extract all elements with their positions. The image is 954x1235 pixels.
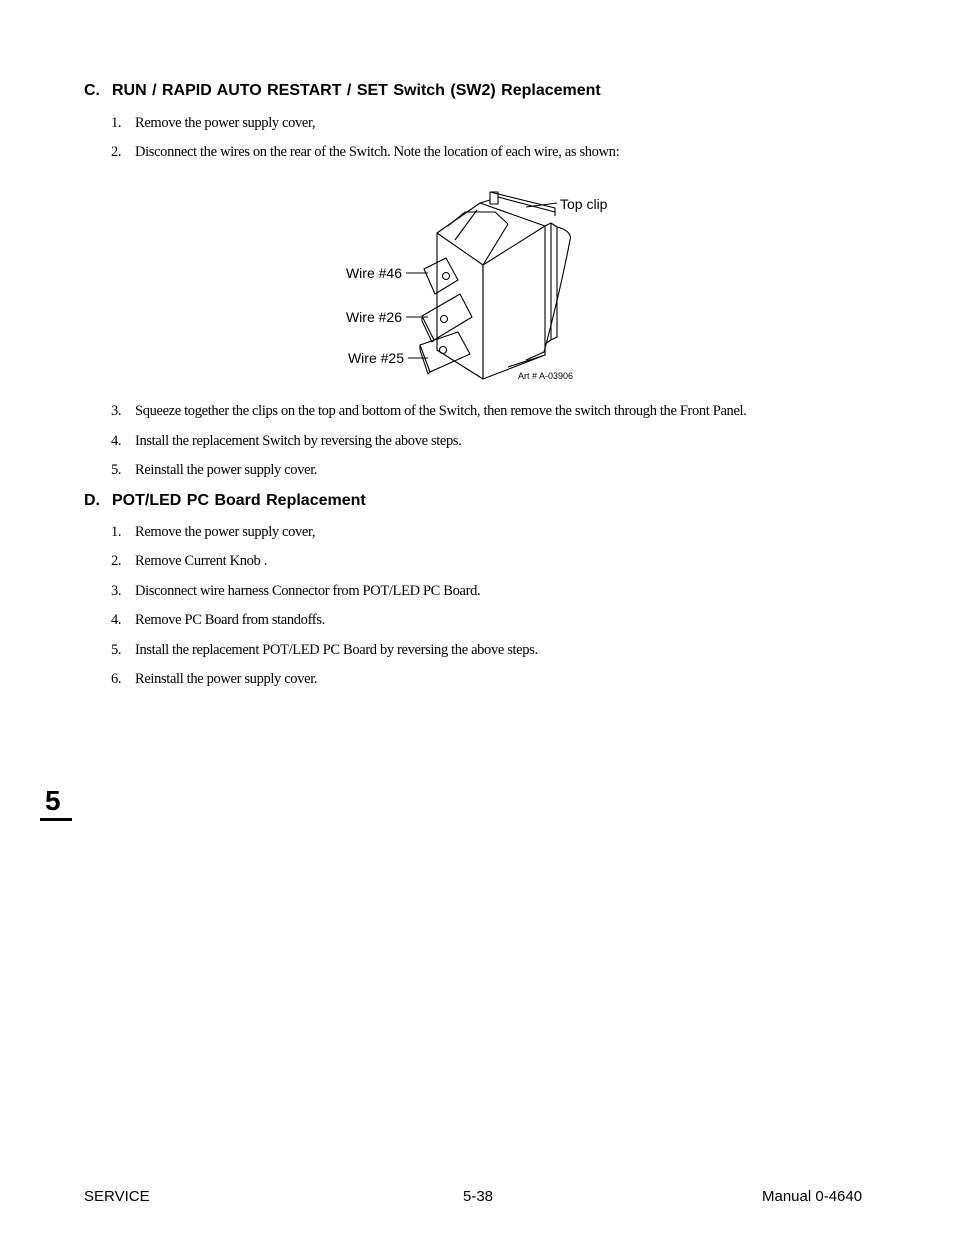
step-text: Remove the power supply cover, [135, 115, 316, 131]
terminal-46-hole [443, 273, 450, 280]
step-number: 4. [111, 612, 122, 628]
rocker-switch-drawing [330, 182, 630, 387]
footer-manual-number: Manual 0-4640 [762, 1188, 863, 1205]
step-number: 5. [111, 642, 122, 658]
step-number: 6. [111, 671, 122, 687]
step-text: Remove the power supply cover, [135, 524, 316, 540]
chapter-number: 5 [45, 785, 61, 816]
wire-46-label: Wire #46 [345, 265, 402, 281]
section-d-step [111, 642, 538, 659]
section-c-step [111, 144, 619, 161]
top-clip-label: Top clip [560, 196, 608, 212]
section-c-letter: C. [84, 82, 100, 99]
step-text: Disconnect wire harness Connector from POT/LED PC Board. [135, 583, 481, 599]
step-number: 3. [111, 583, 122, 599]
step-number: 3. [111, 403, 122, 419]
step-text: Reinstall the power supply cover. [135, 462, 318, 478]
step-number: 2. [111, 144, 122, 160]
step-text: Install the replacement POT/LED PC Board by reversing the above steps. [135, 642, 538, 658]
section-d-step [111, 553, 267, 570]
terminal-46 [424, 258, 458, 294]
section-c-step [111, 462, 317, 479]
footer-section-name: SERVICE [84, 1188, 150, 1205]
switch-wiring-figure [330, 182, 630, 387]
step-number: 1. [111, 524, 122, 540]
top-clip-leader [526, 203, 557, 207]
section-c-heading [84, 82, 601, 100]
step-text: Squeeze together the clips on the top and bottom of the Switch, then remove the switch through the Front Panel. [135, 403, 747, 419]
terminal-26-hole [441, 316, 448, 323]
section-d-step [111, 612, 325, 629]
step-number: 1. [111, 115, 122, 131]
wire-25-label: Wire #25 [347, 350, 404, 366]
step-number: 2. [111, 553, 122, 569]
wire-26-label: Wire #26 [345, 309, 402, 325]
step-text: Disconnect the wires on the rear of the Switch. Note the location of each wire, as shown: [135, 144, 620, 160]
step-text: Remove PC Board from standoffs. [135, 612, 325, 628]
section-c-step [111, 433, 462, 450]
terminal-25-hole [440, 347, 447, 354]
step-number: 4. [111, 433, 122, 449]
chapter-tab [40, 783, 72, 821]
step-text: Install the replacement Switch by reversing the above steps. [135, 433, 462, 449]
switch-body-side [437, 233, 483, 379]
step-text: Reinstall the power supply cover. [135, 671, 318, 687]
footer-page-number: 5-38 [463, 1188, 494, 1205]
section-d-letter: D. [84, 492, 100, 509]
section-d-title: POT/LED PC Board Replacement [112, 492, 366, 509]
step-number: 5. [111, 462, 122, 478]
section-d-step [111, 583, 480, 600]
section-d-step [111, 524, 315, 541]
section-c-title: RUN / RAPID AUTO RESTART / SET Switch (SW2) Replacement [112, 82, 601, 99]
section-d-step [111, 671, 317, 688]
section-c-step [111, 115, 315, 132]
section-c-step [111, 403, 747, 420]
step-text: Remove Current Knob . [135, 553, 267, 569]
art-number: Art # A-03906 [518, 371, 574, 381]
section-d-heading [84, 492, 366, 510]
